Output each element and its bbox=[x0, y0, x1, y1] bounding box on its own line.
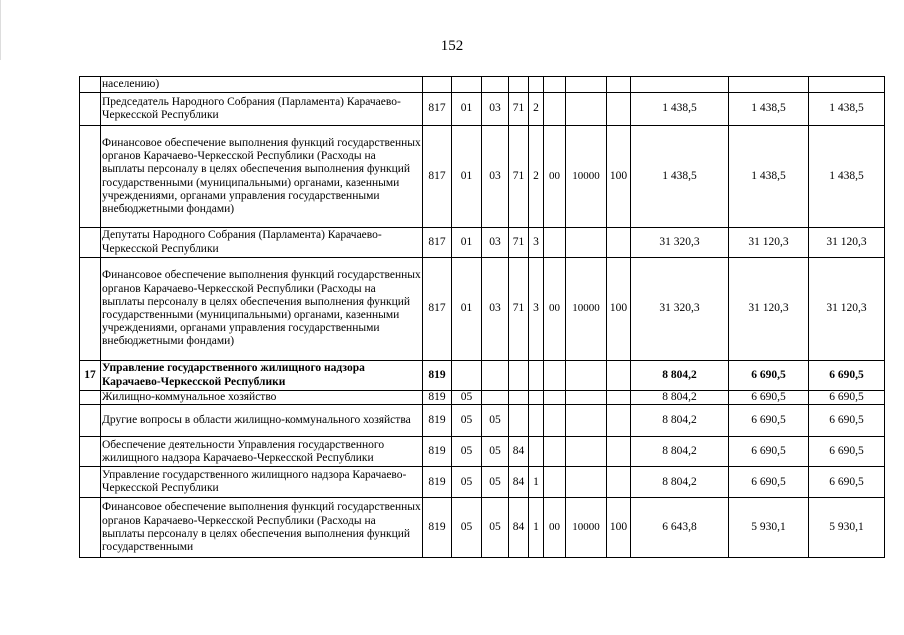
budget-table bbox=[79, 76, 885, 558]
row-program bbox=[509, 405, 529, 437]
row-direction bbox=[544, 405, 566, 437]
row-subsection bbox=[482, 77, 509, 93]
row-amount-year-2: 5 930,1 bbox=[729, 498, 809, 558]
row-amount-year-2: 31 120,3 bbox=[729, 258, 809, 361]
row-subprogram bbox=[529, 77, 544, 93]
row-index bbox=[80, 437, 101, 467]
row-amount-year-2: 1 438,5 bbox=[729, 93, 809, 126]
row-subsection: 03 bbox=[482, 126, 509, 228]
row-section bbox=[452, 77, 482, 93]
row-subprogram: 2 bbox=[529, 93, 544, 126]
row-amount-year-1: 31 320,3 bbox=[631, 258, 729, 361]
row-name: Жилищно-коммунальное хозяйство bbox=[101, 391, 423, 405]
row-amount-year-3 bbox=[809, 77, 885, 93]
row-expense-code: 10000 bbox=[566, 498, 607, 558]
row-direction: 00 bbox=[544, 126, 566, 228]
row-expense-type bbox=[607, 467, 631, 498]
row-subprogram: 2 bbox=[529, 126, 544, 228]
row-name: Депутаты Народного Собрания (Парламента) Карачаево-Черкесской Республики bbox=[101, 228, 423, 258]
row-program: 84 bbox=[509, 467, 529, 498]
row-amount-year-2: 1 438,5 bbox=[729, 126, 809, 228]
row-direction bbox=[544, 467, 566, 498]
row-section: 01 bbox=[452, 258, 482, 361]
row-name: Другие вопросы в области жилищно-коммунального хозяйства bbox=[101, 405, 423, 437]
row-amount-year-3: 6 690,5 bbox=[809, 467, 885, 498]
row-amount-year-3: 6 690,5 bbox=[809, 437, 885, 467]
row-amount-year-1: 1 438,5 bbox=[631, 93, 729, 126]
row-admin-code: 817 bbox=[423, 228, 452, 258]
row-subprogram bbox=[529, 391, 544, 405]
table-row bbox=[80, 258, 885, 361]
row-amount-year-3: 31 120,3 bbox=[809, 228, 885, 258]
row-name: Управление государственного жилищного надзора Карачаево-Черкесской Республики bbox=[101, 361, 423, 391]
row-amount-year-1: 8 804,2 bbox=[631, 391, 729, 405]
row-section: 01 bbox=[452, 228, 482, 258]
row-program: 71 bbox=[509, 258, 529, 361]
row-expense-type bbox=[607, 228, 631, 258]
row-expense-type bbox=[607, 391, 631, 405]
row-amount-year-2: 6 690,5 bbox=[729, 391, 809, 405]
row-expense-code bbox=[566, 361, 607, 391]
row-expense-code bbox=[566, 405, 607, 437]
row-amount-year-1: 31 320,3 bbox=[631, 228, 729, 258]
row-name: Финансовое обеспечение выполнения функций государственных органов Карачаево-Черкесской Республики (Расходы на выплаты персоналу в целях обеспечения выполнения функций государственными (муниципальными) органами, казенными учреждениями, органами управления государственными внебюджетными фондами) bbox=[101, 126, 423, 228]
row-subsection bbox=[482, 361, 509, 391]
row-amount-year-2: 31 120,3 bbox=[729, 228, 809, 258]
row-admin-code: 819 bbox=[423, 467, 452, 498]
row-index bbox=[80, 77, 101, 93]
row-amount-year-1: 8 804,2 bbox=[631, 437, 729, 467]
row-expense-type bbox=[607, 361, 631, 391]
row-subprogram: 3 bbox=[529, 258, 544, 361]
row-subprogram: 1 bbox=[529, 498, 544, 558]
row-subprogram bbox=[529, 405, 544, 437]
row-amount-year-2: 6 690,5 bbox=[729, 437, 809, 467]
row-expense-code: 10000 bbox=[566, 258, 607, 361]
row-amount-year-1: 1 438,5 bbox=[631, 126, 729, 228]
row-amount-year-1: 8 804,2 bbox=[631, 467, 729, 498]
table-row bbox=[80, 93, 885, 126]
row-section bbox=[452, 361, 482, 391]
row-section: 05 bbox=[452, 405, 482, 437]
row-expense-code bbox=[566, 391, 607, 405]
row-amount-year-2: 6 690,5 bbox=[729, 361, 809, 391]
page-number: 152 bbox=[440, 38, 464, 54]
row-direction bbox=[544, 228, 566, 258]
row-section: 05 bbox=[452, 467, 482, 498]
row-index bbox=[80, 467, 101, 498]
row-subsection: 05 bbox=[482, 437, 509, 467]
row-name: Финансовое обеспечение выполнения функций государственных органов Карачаево-Черкесской Республики (Расходы на выплаты персоналу в целях обеспечения выполнения функций государственными bbox=[101, 498, 423, 558]
table-row bbox=[80, 77, 885, 93]
row-amount-year-1: 8 804,2 bbox=[631, 361, 729, 391]
row-subprogram: 1 bbox=[529, 467, 544, 498]
row-admin-code: 819 bbox=[423, 498, 452, 558]
row-program: 84 bbox=[509, 498, 529, 558]
row-name: Управление государственного жилищного надзора Карачаево-Черкесской Республики bbox=[101, 467, 423, 498]
row-program: 71 bbox=[509, 93, 529, 126]
row-program bbox=[509, 361, 529, 391]
row-subprogram bbox=[529, 437, 544, 467]
row-program bbox=[509, 391, 529, 405]
table-row bbox=[80, 467, 885, 498]
table-row bbox=[80, 228, 885, 258]
row-subprogram: 3 bbox=[529, 228, 544, 258]
row-admin-code: 817 bbox=[423, 93, 452, 126]
row-expense-code bbox=[566, 77, 607, 93]
row-admin-code: 819 bbox=[423, 405, 452, 437]
row-name: населению) bbox=[101, 77, 423, 93]
row-expense-code bbox=[566, 467, 607, 498]
row-direction: 00 bbox=[544, 258, 566, 361]
row-name: Обеспечение деятельности Управления государственного жилищного надзора Карачаево-Черкесской Республики bbox=[101, 437, 423, 467]
row-amount-year-1 bbox=[631, 77, 729, 93]
row-direction: 00 bbox=[544, 498, 566, 558]
row-amount-year-3: 6 690,5 bbox=[809, 405, 885, 437]
row-amount-year-3: 31 120,3 bbox=[809, 258, 885, 361]
row-name: Финансовое обеспечение выполнения функций государственных органов Карачаево-Черкесской Республики (Расходы на выплаты персоналу в целях обеспечения выполнения функций государственными (муниципальными) органами, казенными учреждениями, органами управления государственными внебюджетными фондами) bbox=[101, 258, 423, 361]
row-admin-code: 819 bbox=[423, 361, 452, 391]
row-amount-year-3: 1 438,5 bbox=[809, 126, 885, 228]
row-index bbox=[80, 228, 101, 258]
row-index bbox=[80, 93, 101, 126]
row-expense-type: 100 bbox=[607, 498, 631, 558]
row-direction bbox=[544, 93, 566, 126]
table-row bbox=[80, 437, 885, 467]
row-expense-type: 100 bbox=[607, 258, 631, 361]
row-subsection: 05 bbox=[482, 467, 509, 498]
row-admin-code bbox=[423, 77, 452, 93]
row-amount-year-3: 6 690,5 bbox=[809, 361, 885, 391]
row-expense-type bbox=[607, 77, 631, 93]
row-program: 71 bbox=[509, 228, 529, 258]
row-amount-year-1: 8 804,2 bbox=[631, 405, 729, 437]
row-program: 71 bbox=[509, 126, 529, 228]
row-index bbox=[80, 126, 101, 228]
row-expense-type: 100 bbox=[607, 126, 631, 228]
row-expense-type bbox=[607, 437, 631, 467]
table-row bbox=[80, 126, 885, 228]
row-section: 01 bbox=[452, 126, 482, 228]
row-expense-code: 10000 bbox=[566, 126, 607, 228]
row-direction bbox=[544, 77, 566, 93]
table-row bbox=[80, 405, 885, 437]
row-amount-year-3: 1 438,5 bbox=[809, 93, 885, 126]
row-subsection: 05 bbox=[482, 498, 509, 558]
row-index bbox=[80, 391, 101, 405]
row-admin-code: 817 bbox=[423, 258, 452, 361]
table-row bbox=[80, 391, 885, 405]
row-index bbox=[80, 498, 101, 558]
row-admin-code: 819 bbox=[423, 437, 452, 467]
row-expense-type bbox=[607, 93, 631, 126]
row-direction bbox=[544, 437, 566, 467]
row-direction bbox=[544, 361, 566, 391]
table-row bbox=[80, 498, 885, 558]
row-program bbox=[509, 77, 529, 93]
row-admin-code: 817 bbox=[423, 126, 452, 228]
row-direction bbox=[544, 391, 566, 405]
row-expense-type bbox=[607, 405, 631, 437]
row-subsection: 03 bbox=[482, 228, 509, 258]
row-amount-year-2: 6 690,5 bbox=[729, 467, 809, 498]
row-section: 05 bbox=[452, 498, 482, 558]
row-section: 01 bbox=[452, 93, 482, 126]
row-program: 84 bbox=[509, 437, 529, 467]
row-section: 05 bbox=[452, 391, 482, 405]
row-amount-year-2 bbox=[729, 77, 809, 93]
row-subsection: 03 bbox=[482, 258, 509, 361]
row-expense-code bbox=[566, 228, 607, 258]
table-row bbox=[80, 361, 885, 391]
row-index bbox=[80, 405, 101, 437]
row-name: Председатель Народного Собрания (Парламента) Карачаево-Черкесской Республики bbox=[101, 93, 423, 126]
row-admin-code: 819 bbox=[423, 391, 452, 405]
row-amount-year-1: 6 643,8 bbox=[631, 498, 729, 558]
row-expense-code bbox=[566, 437, 607, 467]
row-subsection: 03 bbox=[482, 93, 509, 126]
row-subsection bbox=[482, 391, 509, 405]
row-amount-year-3: 6 690,5 bbox=[809, 391, 885, 405]
row-amount-year-2: 6 690,5 bbox=[729, 405, 809, 437]
row-expense-code bbox=[566, 93, 607, 126]
row-index: 17 bbox=[80, 361, 101, 391]
row-section: 05 bbox=[452, 437, 482, 467]
row-index bbox=[80, 258, 101, 361]
row-amount-year-3: 5 930,1 bbox=[809, 498, 885, 558]
row-subprogram bbox=[529, 361, 544, 391]
row-subsection: 05 bbox=[482, 405, 509, 437]
